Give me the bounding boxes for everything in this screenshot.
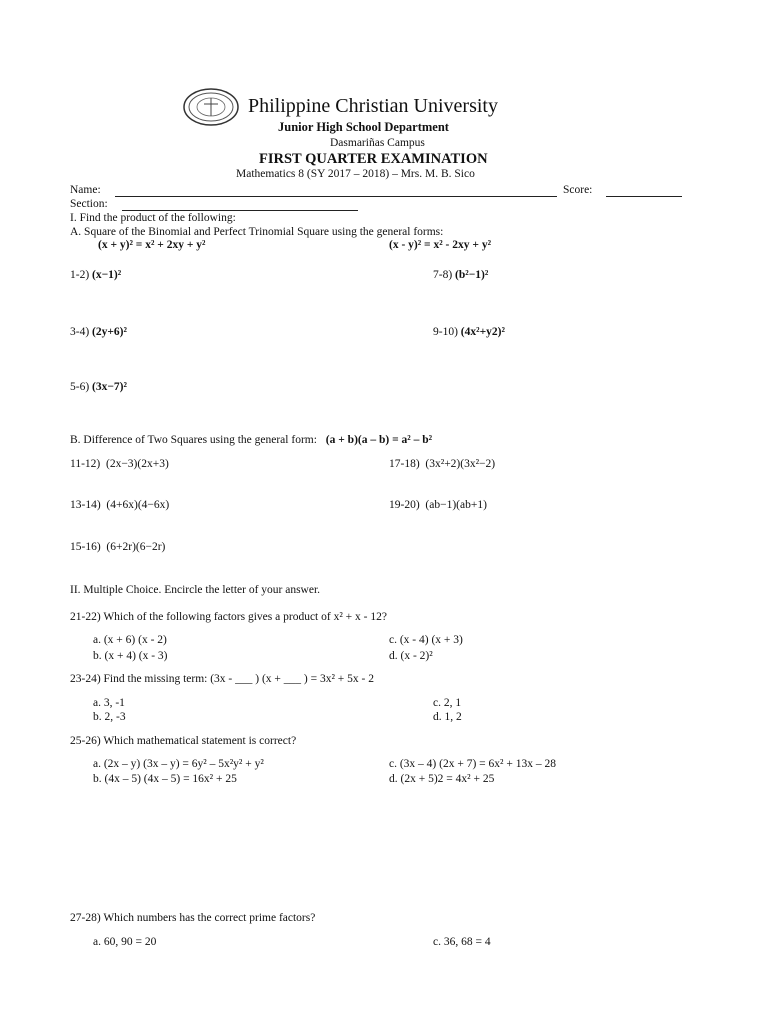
campus: Dasmariñas Campus [330,137,425,149]
item-15-16 [70,541,165,553]
question-25-26: 25-26) Which mathematical statement is correct? [70,735,297,747]
item-number: 19-20) [389,499,420,511]
choice-c[interactable]: c. 36, 68 = 4 [433,936,491,948]
part1-a-heading: A. Square of the Binomial and Perfect Trinomial Square using the general forms: [70,226,444,238]
item-number: 9-10) [433,326,458,338]
score-label: Score: [563,184,593,196]
university-seal-logo [182,87,240,127]
item-3-4 [70,326,127,338]
choice-a[interactable]: a. 3, -1 [93,697,125,709]
choice-a[interactable]: a. 60, 90 = 20 [93,936,157,948]
question-27-28: 27-28) Which numbers has the correct prime factors? [70,912,316,924]
name-label: Name: [70,184,101,196]
choice-c[interactable]: c. (x - 4) (x + 3) [389,634,463,646]
item-expression: (3x²+2)(3x²−2) [425,458,496,470]
item-expression: (x−1)² [92,269,122,281]
item-number: 5-6) [70,381,90,393]
choice-b[interactable]: b. (x + 4) (x - 3) [93,650,168,662]
item-expression: (ab−1)(ab+1) [425,499,487,511]
item-7-8 [433,269,488,281]
question-21-22: 21-22) Which of the following factors gives a product of x² + x - 12? [70,611,387,623]
item-1-2 [70,269,121,281]
b-formula: (a + b)(a – b) = a² – b² [325,434,433,446]
formula-diff-square: (x - y)² = x² - 2xy + y² [389,239,492,251]
item-11-12 [70,458,169,470]
choice-d[interactable]: d. (2x + 5)2 = 4x² + 25 [389,773,495,785]
choice-a[interactable]: a. (2x – y) (3x – y) = 6y² – 5x²y² + y² [93,758,264,770]
item-expression: (4x²+y2)² [460,326,505,338]
part1-instruction: I. Find the product of the following: [70,212,236,224]
university-title: Philippine Christian University [248,95,498,117]
item-number: 15-16) [70,541,101,553]
name-field[interactable] [115,196,557,197]
item-expression: (2y+6)² [92,326,127,338]
exam-subject: Mathematics 8 (SY 2017 – 2018) – Mrs. M. B. Sico [236,168,475,180]
item-expression: (2x−3)(2x+3) [105,458,169,470]
choice-c[interactable]: c. 2, 1 [433,697,462,709]
formula-sum-square: (x + y)² = x² + 2xy + y² [98,239,206,251]
item-19-20 [389,499,487,511]
section-label: Section: [70,198,108,210]
section-field[interactable] [122,210,358,211]
item-expression: (3x−7)² [92,381,127,393]
question-23-24: 23-24) Find the missing term: (3x - ___ ) (x + ___ ) = 3x² + 5x - 2 [70,673,374,685]
item-5-6 [70,381,127,393]
item-number: 13-14) [70,499,101,511]
item-number: 11-12) [70,458,101,470]
item-expression: (b²−1)² [455,269,489,281]
part2-instruction: II. Multiple Choice. Encircle the letter of your answer. [70,584,321,596]
exam-title: FIRST QUARTER EXAMINATION [259,151,488,167]
b-heading-text: B. Difference of Two Squares using the general form: [70,434,317,446]
department: Junior High School Department [278,120,449,134]
item-9-10 [433,326,505,338]
choice-c[interactable]: c. (3x – 4) (2x + 7) = 6x² + 13x – 28 [389,758,556,770]
item-17-18 [389,458,495,470]
choice-d[interactable]: d. 1, 2 [433,711,462,723]
item-13-14 [70,499,169,511]
choice-b[interactable]: b. (4x – 5) (4x – 5) = 16x² + 25 [93,773,237,785]
score-field[interactable] [606,196,682,197]
choice-a[interactable]: a. (x + 6) (x - 2) [93,634,167,646]
item-expression: (4+6x)(4−6x) [106,499,170,511]
part1-b-heading [70,434,432,446]
choice-d[interactable]: d. (x - 2)² [389,650,433,662]
item-number: 7-8) [433,269,453,281]
item-number: 1-2) [70,269,90,281]
item-expression: (6+2r)(6−2r) [106,541,166,553]
item-number: 17-18) [389,458,420,470]
item-number: 3-4) [70,326,90,338]
choice-b[interactable]: b. 2, -3 [93,711,126,723]
